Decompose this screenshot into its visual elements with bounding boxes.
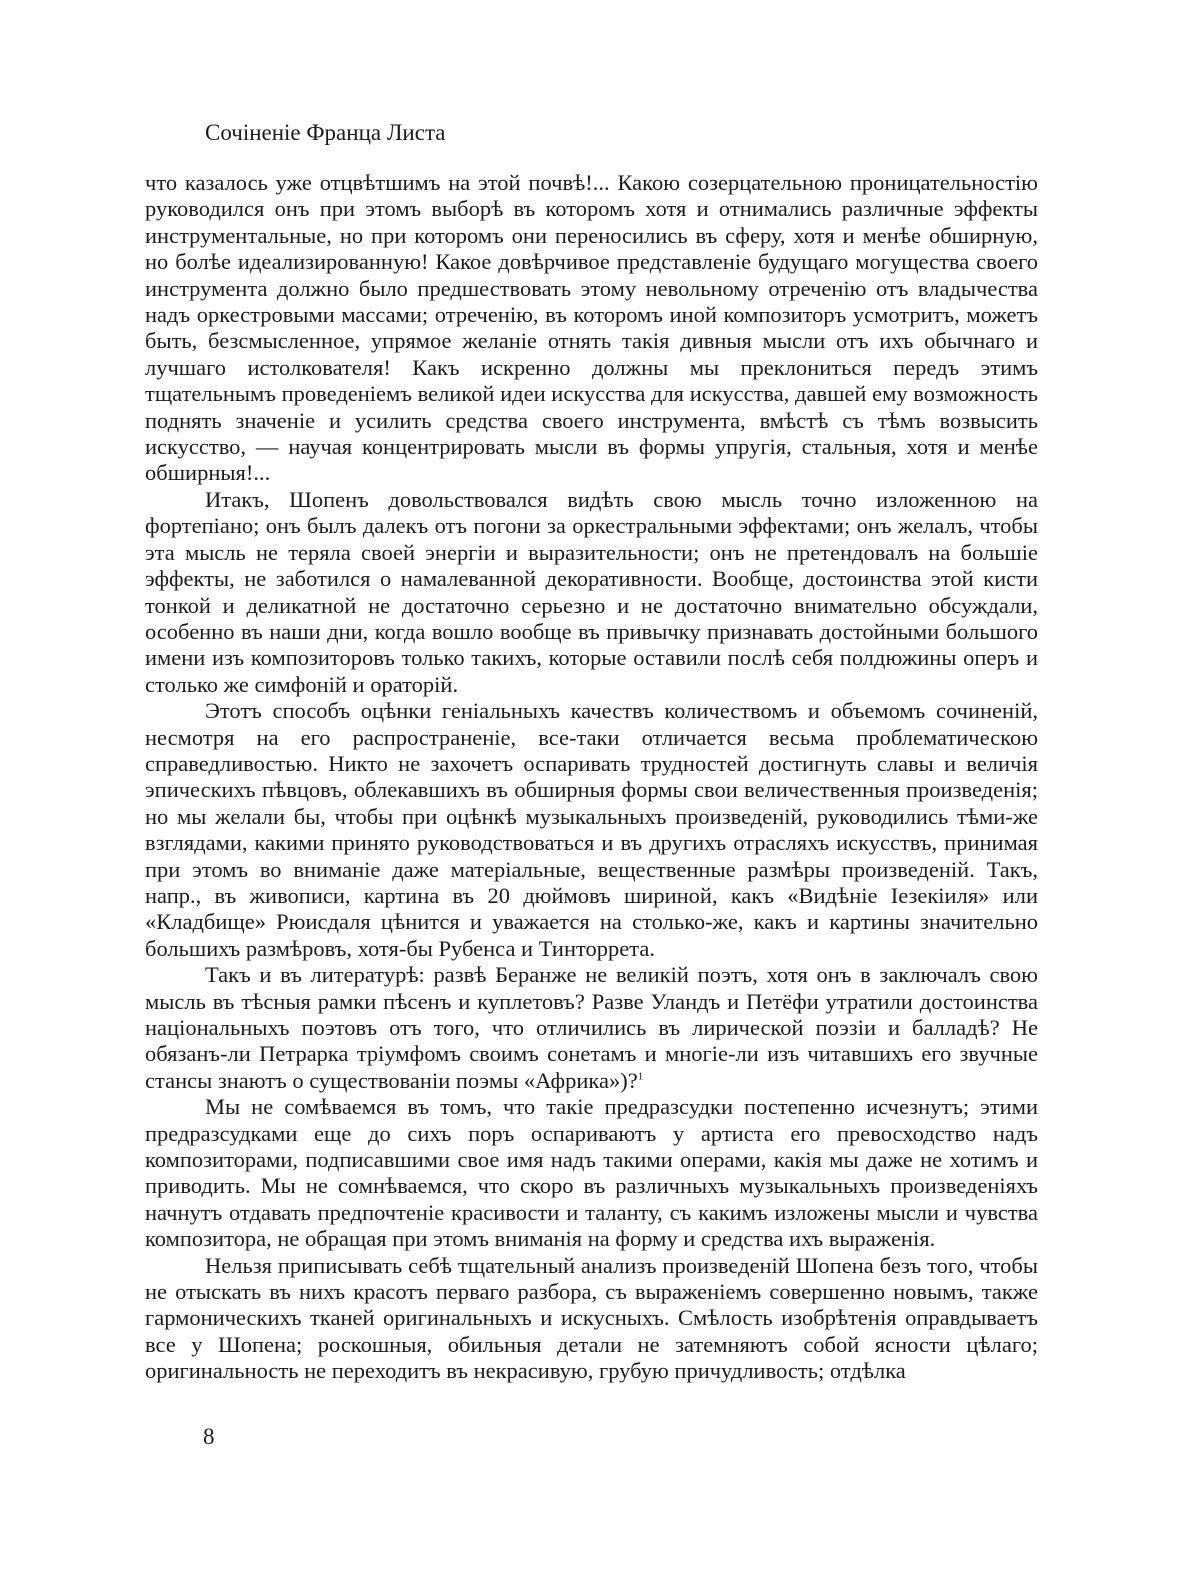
- paragraph-4-text: Такъ и въ литературѣ: развѣ Беранже не великiй поэтъ, хотя онъ в заключалъ свою мысль въ тѣсныя рамки пѣсенъ и куплетовъ? Разве Уландъ и Петёфи утратили достоинства нацiональныхъ поэтовъ отъ того, что отличились въ лирической поэзiи и балладѣ? Не обязанъ-ли Петрарка трiумфомъ своимъ сонетамъ и многiе-ли изъ читавшихъ его звучные стансы знаютъ о существованiи поэмы «Африка»)?: [145, 962, 1038, 1093]
- paragraph-1: что казалось уже отцвѣтшимъ на этой почвѣ!... Какою созерцательною проницательностiю руководился онъ при этомъ выборѣ въ которомъ хотя и отнимались различные эффекты инструментальные, но при которомъ они переносились въ сферу, хотя и менѣе обширную, но болѣе идеализированную! Какое довѣрчивое представленiе будущаго могущества своего инструмента должно было предшествовать этому невольному отреченiю отъ владычества надъ оркестровыми массами; отреченiю, въ которомъ иной композиторъ усмотритъ, можетъ быть, безсмысленное, упрямое желанiе отнять такiя дивныя мысли отъ ихъ обычнаго и лучшаго истолкователя! Какъ искренно должны мы преклониться передъ этимъ тщательнымъ проведенiемъ великой идеи искусства для искусства, давшей ему возможность поднять значенiе и усилить средства своего инструмента, вмѣстѣ съ тѣмъ возвысить искусство, — научая концентрировать мысли въ формы упругiя, стальныя, хотя и менѣе обширныя!...: [145, 170, 1038, 486]
- paragraph-5: Мы не сомѣваемся въ томъ, что такiе предразсудки постепенно исчезнутъ; этими предразсудками еще до сихъ поръ оспариваютъ у артиста его превосходство надъ композиторами, подписавшими свое имя надъ такими операми, какiя мы даже не хотимъ и приводить. Мы не сомнѣваемся, что скоро въ различныхъ музыкальныхъ произведенiяхъ начнутъ отдавать предпочтенiе красивости и таланту, съ какимъ изложены мысли и чувства композитора, не обращая при этомъ вниманiя на форму и средства ихъ выраженiя.: [145, 1094, 1038, 1252]
- footnote-marker[interactable]: 1: [637, 1070, 644, 1083]
- paragraph-4: [145, 962, 1038, 1094]
- body-text: [145, 170, 1038, 1385]
- paragraph-6: Нельзя приписывать себѣ тщательный анализъ произведенiй Шопена безъ того, чтобы не отыскать въ нихъ красотъ перваго разбора, съ выраженiемъ совершенно новымъ, также гармоническихъ тканей оригинальныхъ и искусныхъ. Смѣлость изобрѣтенiя оправдываетъ все у Шопена; роскошныя, обильныя детали не затемняютъ собой ясности цѣлаго; оригинальность не переходитъ въ некрасивую, грубую причудливость; отдѣлка: [145, 1252, 1038, 1384]
- running-header: Сочiненie Франца Листа: [205, 120, 446, 145]
- paragraph-2: Итакъ, Шопенъ довольствовался видѣть свою мысль точно изложенною на фортепiано; онъ былъ далекъ отъ погони за оркестральными эффектами; онъ желалъ, чтобы эта мысль не теряла своей энергiи и выразительности; онъ не претендовалъ на большiе эффекты, не заботился о намалеванной декоративности. Вообще, достоинства этой кисти тонкой и деликатной не достаточно серьезно и не достаточно внимательно обсуждали, особенно въ наши дни, когда вошло вообще въ привычку признавать достойными большого имени изъ композиторовъ только такихъ, которые оставили послѣ себя полдюжины оперъ и столько же симфонiй и ораторiй.: [145, 486, 1038, 697]
- paragraph-3: Этотъ способъ оцѣнки генiальныхъ качествъ количествомъ и объемомъ сочиненiй, несмотря на его распространенiе, все-таки отличается весьма проблематическою справедливостью. Никто не захочетъ оспаривать трудностей достигнуть славы и величiя эпическихъ пѣвцовъ, облекавшихъ въ обширныя формы свои величественныя произведенiя; но мы желали бы, чтобы при оцѣнкѣ музыкальныхъ произведенiй, руководились тѣми-же взглядами, какими принято руководствоваться и въ другихъ отрасляхъ искусствъ, принимая при этомъ во вниманiе даже матерiальные, вещественные размѣры произведенiй. Такъ, напр., въ живописи, картина въ 20 дюймовъ шириной, какъ «Видѣнiе Iезекiиля» или «Кладбище» Рюисдаля цѣнится и уважается на столько-же, какъ и картины значительно большихъ размѣровъ, хотя-бы Рубенса и Тинторрета.: [145, 698, 1038, 961]
- page-number: 8: [203, 1424, 215, 1449]
